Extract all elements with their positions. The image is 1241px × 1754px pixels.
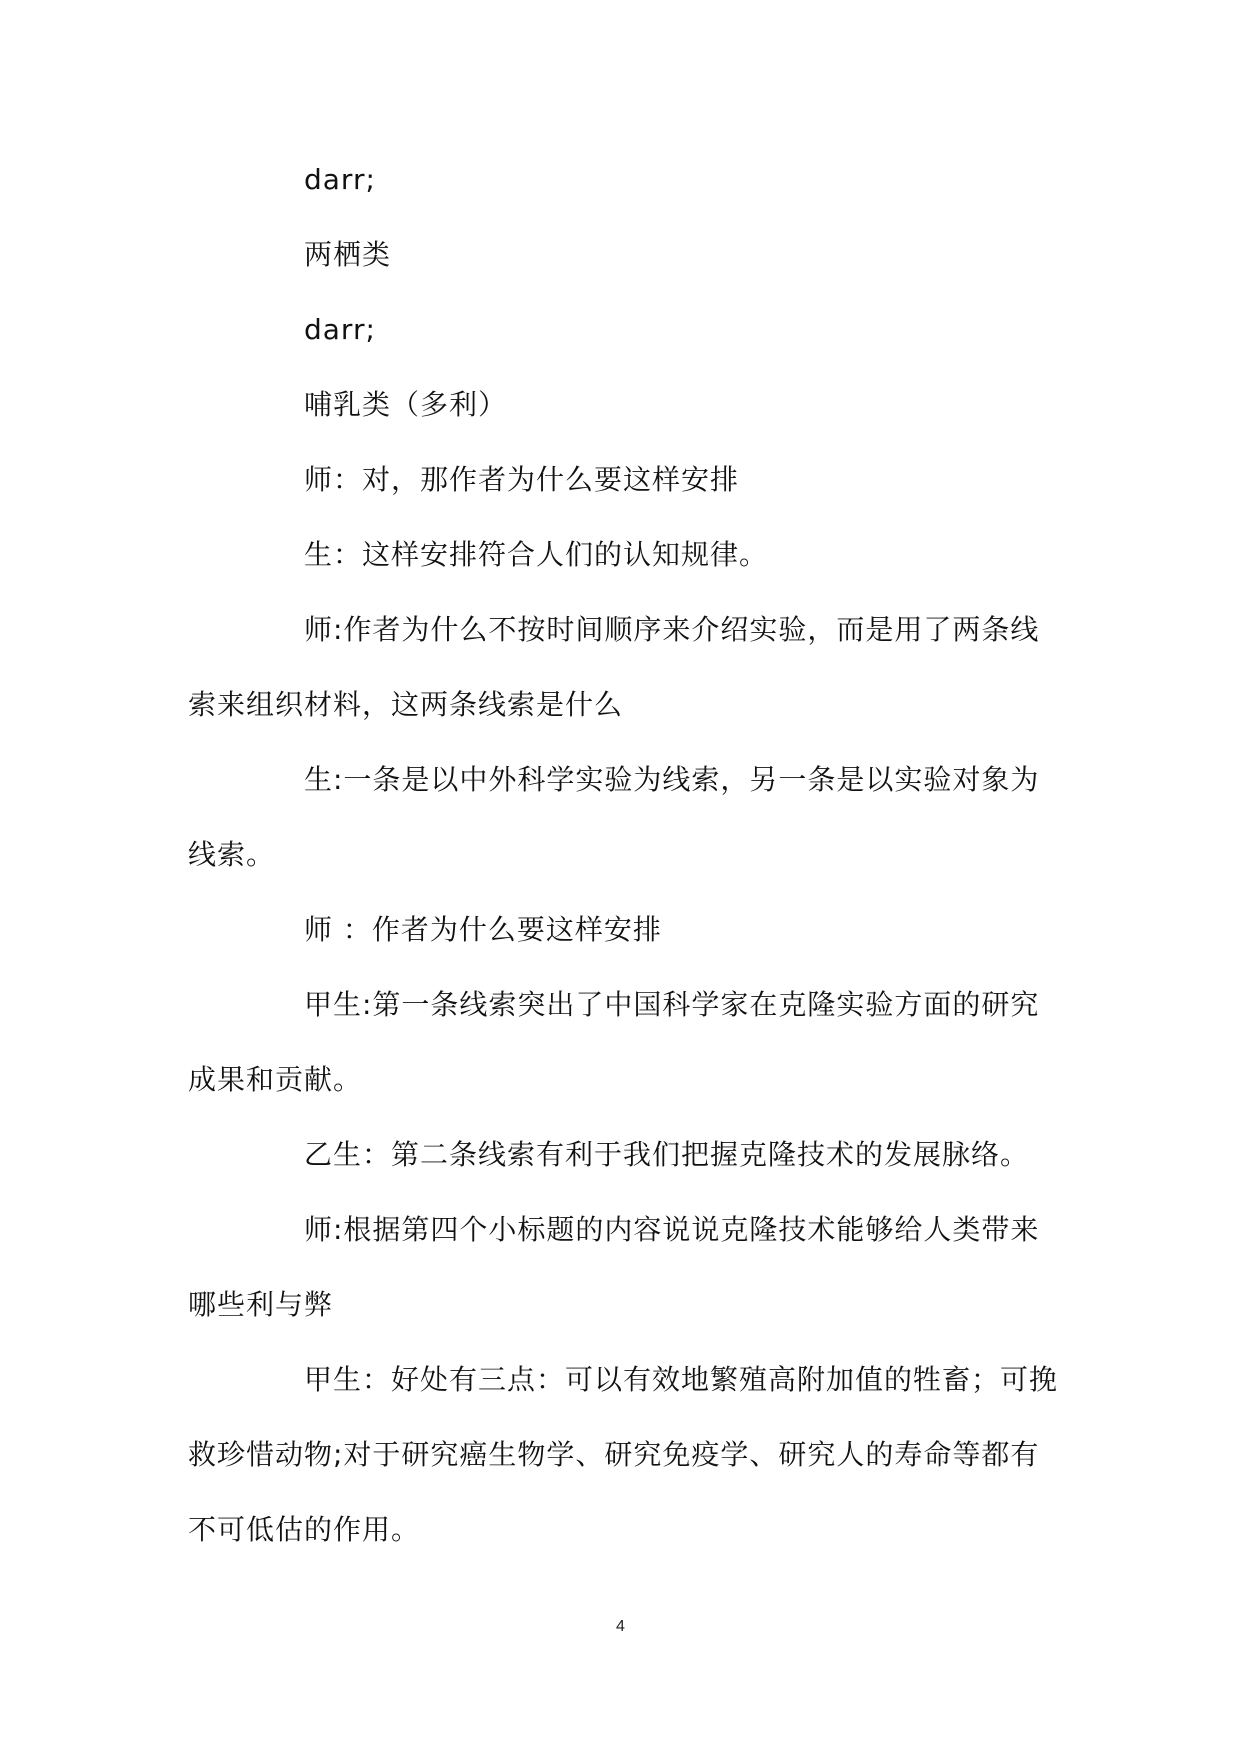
paragraph: 生：这样安排符合人们的认知规律。 bbox=[304, 538, 769, 571]
page-number: 4 bbox=[616, 1618, 625, 1635]
paragraph: 师 ：作者为什么要这样安排 bbox=[304, 913, 662, 946]
document-body bbox=[188, 142, 1064, 1567]
paragraph: 哺乳类（多利） bbox=[304, 388, 508, 421]
paragraph: 师:作者为什么不按时间顺序来介绍实验，而是用了两条线索来组织材料，这两条线索是什么 bbox=[188, 613, 1040, 721]
paragraph: 师：对，那作者为什么要这样安排 bbox=[304, 463, 740, 496]
paragraph: 乙生：第二条线索有利于我们把握克隆技术的发展脉络。 bbox=[304, 1138, 1030, 1171]
paragraph: 甲生：好处有三点：可以有效地繁殖高附加值的牲畜；可挽救珍惜动物;对于研究癌生物学、研究免疫学、研究人的寿命等都有不可低估的作用。 bbox=[188, 1363, 1059, 1546]
paragraph: darr; bbox=[304, 313, 376, 346]
paragraph: 生:一条是以中外科学实验为线索，另一条是以实验对象为线索。 bbox=[188, 763, 1040, 871]
paragraph: 师:根据第四个小标题的内容说说克隆技术能够给人类带来哪些利与弊 bbox=[188, 1213, 1040, 1321]
paragraph: 甲生:第一条线索突出了中国科学家在克隆实验方面的研究成果和贡献。 bbox=[188, 988, 1040, 1096]
paragraph: darr; bbox=[304, 163, 376, 196]
paragraph: 两栖类 bbox=[304, 238, 392, 271]
